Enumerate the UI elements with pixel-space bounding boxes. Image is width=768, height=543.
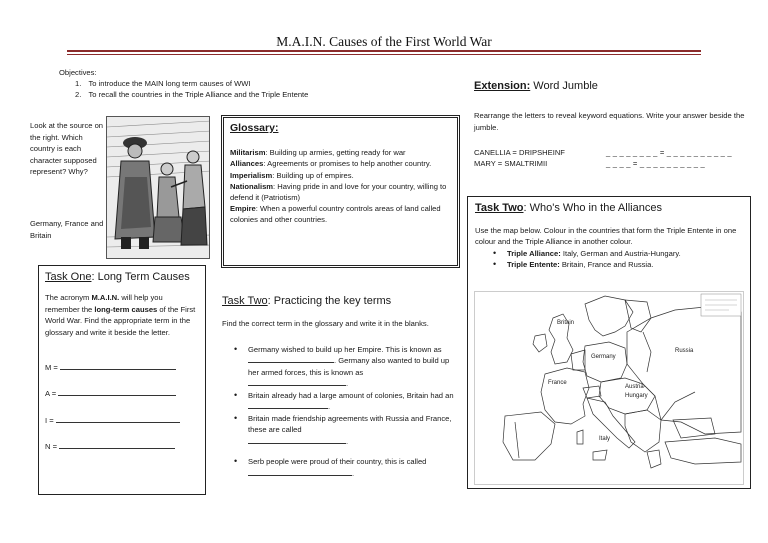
alliance-members: Italy, German and Austria-Hungary. <box>560 248 681 258</box>
alliance-members: Britain, France and Russia. <box>559 259 654 269</box>
item-text: Germany wished to build up her Empire. This is known as <box>248 344 442 354</box>
answer-blank[interactable] <box>248 356 334 363</box>
glossary-term: Alliances <box>230 159 264 169</box>
list-item <box>230 413 460 448</box>
intro-text: of the First World War. Find the appropriate term in the glossary and write it beside the letter. <box>45 304 196 337</box>
task-two-terms-list <box>222 344 460 480</box>
glossary-entry <box>230 158 452 169</box>
objective-number: 2. <box>75 90 82 99</box>
task-one-heading-label: Task One <box>45 271 92 283</box>
item-text: . <box>352 468 355 478</box>
alliance-label: Triple Entente: <box>507 259 560 269</box>
alliance-label: Triple Alliance: <box>507 248 561 258</box>
intro-bold: long-term causes <box>94 304 158 314</box>
extension-intro: Rearrange the letters to reveal keyword equations. Write your answer beside the jumble. <box>474 111 745 132</box>
task-two-alliances-heading-label: Task Two <box>475 202 524 214</box>
answer-blank-i[interactable] <box>56 416 180 423</box>
item-text: Britain already had a large amount of colonies, Britain had an <box>248 390 454 400</box>
glossary-definition: : Building up armies, getting ready for war <box>265 148 406 158</box>
jumble-1-answer[interactable]: _ _ _ _ _ _ _ _ = _ _ _ _ _ _ _ _ _ _ <box>606 148 732 157</box>
map-label-hungary: Hungary <box>625 393 648 399</box>
answer-blank[interactable] <box>248 379 349 389</box>
glossary-box <box>221 115 460 268</box>
map-label-russia: Russia <box>675 348 694 354</box>
glossary-entry <box>230 181 452 203</box>
answer-blank[interactable] <box>248 402 331 412</box>
extension-heading <box>474 80 598 92</box>
glossary-term: Nationalism <box>230 181 274 191</box>
jumble-2-answer[interactable]: _ _ _ _ = _ _ _ _ _ _ _ _ _ _ <box>606 159 705 168</box>
task-one-heading-rest: : Long Term Causes <box>91 271 190 283</box>
answer-blank[interactable] <box>248 468 355 478</box>
map-label-italy: Italy <box>599 436 611 442</box>
objective-number: 1. <box>75 79 82 88</box>
glossary-definition: : When a powerful country controls areas of land called colonies and other countries. <box>230 204 441 225</box>
alliances-list <box>475 248 744 270</box>
answer-blank-m[interactable] <box>60 363 176 370</box>
jumble-1: CANELLIA = DRIPSHEINF <box>474 148 565 157</box>
task-one-intro <box>45 292 199 338</box>
source-cartoon-image <box>106 116 210 259</box>
letter-label: I = <box>45 415 56 425</box>
task-two-terms-intro: Find the correct term in the glossary and write it in the blanks. <box>222 319 429 329</box>
objective-text: To introduce the MAIN long term causes of WWI <box>88 79 251 88</box>
extension-heading-label: Extension: <box>474 80 531 92</box>
extension-heading-rest: Word Jumble <box>530 80 598 92</box>
letter-label: M = <box>45 363 60 373</box>
jumble-2: MARY = SMALTRIMII <box>474 159 548 168</box>
letter-row-a <box>45 389 199 399</box>
europe-map[interactable] <box>474 291 744 485</box>
letter-label: A = <box>45 389 59 399</box>
item-text: . <box>346 436 349 446</box>
answer-blank[interactable] <box>248 436 349 446</box>
letter-label: N = <box>45 441 60 451</box>
map-label-france: France <box>548 380 567 386</box>
list-item <box>489 248 744 259</box>
glossary-entry <box>230 170 452 181</box>
title-rule-thin <box>67 54 701 55</box>
source-question: Look at the source on the right. Which country is each character supposed represent? Why? <box>30 121 104 177</box>
item-text: Serb people were proud of their country, this is called <box>248 457 427 467</box>
list-item <box>489 259 744 270</box>
objective-item-1 <box>75 79 251 89</box>
glossary-term: Imperialism <box>230 170 273 180</box>
glossary-definition: : Building up of empires. <box>272 170 354 180</box>
answer-blank-n[interactable] <box>59 442 175 449</box>
task-two-alliances-heading-rest: : Who's Who in the Alliances <box>523 202 662 214</box>
intro-acronym: M.A.I.N. <box>91 293 120 303</box>
intro-text: The acronym <box>45 293 92 303</box>
map-label-britain: Britain <box>557 320 575 326</box>
objective-text: To recall the countries in the Triple Alliance and the Triple Entente <box>88 90 309 99</box>
objective-item-2 <box>75 90 308 100</box>
glossary-definition: : Having pride in and love for your country, willing to defend it (Patriotism) <box>230 181 447 203</box>
item-text: . Germany also wanted to build up her armed forces, this is known as <box>248 356 450 377</box>
list-item <box>230 390 460 413</box>
glossary-term: Militarism <box>230 148 266 158</box>
task-two-terms-heading-label: Task Two <box>222 295 268 307</box>
item-text: . <box>328 402 331 412</box>
page-title: M.A.I.N. Causes of the First World War <box>276 34 492 49</box>
task-one-box <box>38 265 206 495</box>
letter-row-m <box>45 363 199 373</box>
intro-text: will help you remember the <box>45 293 163 314</box>
task-two-terms-section <box>222 296 460 479</box>
glossary-entry <box>230 147 452 158</box>
source-answer: Germany, France and Britain <box>30 219 104 240</box>
letter-row-n <box>45 442 199 452</box>
map-label-germany: Germany <box>591 354 616 360</box>
objectives-heading: Objectives: <box>59 68 97 77</box>
glossary-heading: Glossary: <box>230 122 279 134</box>
title-rule-thick <box>67 50 701 52</box>
list-item <box>230 344 460 390</box>
list-item <box>230 456 460 479</box>
letter-row-i <box>45 416 199 426</box>
item-text: . <box>346 379 349 389</box>
answer-blank-a[interactable] <box>58 389 176 396</box>
item-text: Britain made friendship agreements with Russia and France, these are called <box>248 413 452 435</box>
glossary-definition: : Agreements or promises to help another country. <box>263 159 432 169</box>
glossary-term: Empire <box>230 204 256 214</box>
glossary-entry <box>230 203 452 225</box>
task-two-alliances-heading <box>475 203 744 213</box>
task-one-heading <box>45 272 199 282</box>
task-two-terms-heading-rest: : Practicing the key terms <box>267 295 392 307</box>
map-label-austria: Austria- <box>625 384 646 390</box>
task-two-alliances-intro: Use the map below. Colour in the countries that form the Triple Entente in one colour and the Triple Alliance in another colour. <box>475 226 737 247</box>
task-two-terms-heading <box>222 296 460 306</box>
